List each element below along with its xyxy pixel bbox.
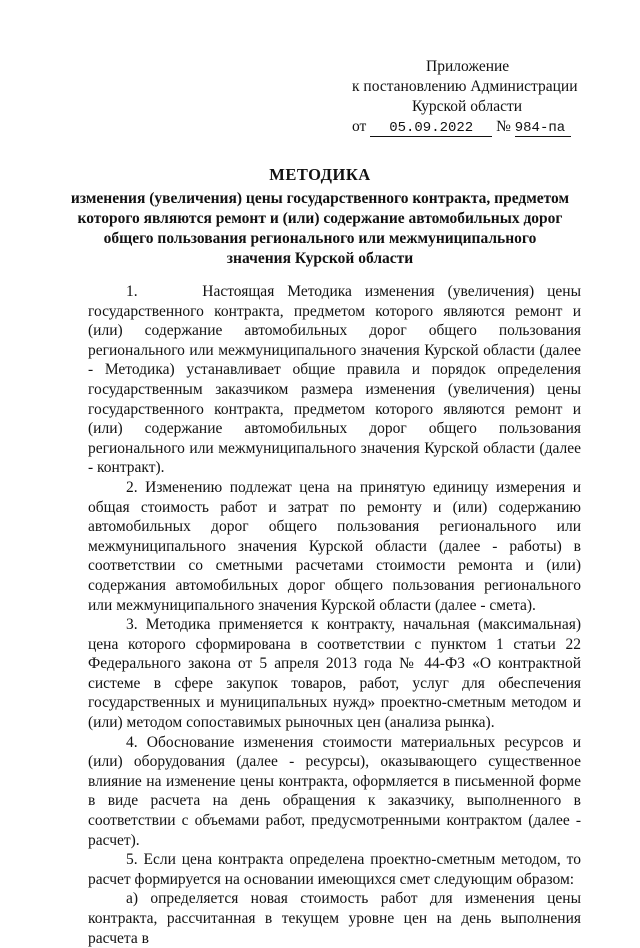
paragraph-5a: а) определяется новая стоимость работ для изменения цены контракта, рассчитанная в текущем уровне цен на день выполнения расчета в [88, 890, 581, 947]
title-subheading [70, 189, 570, 269]
title-line: изменения (увеличения) цены государственного контракта, предметом [70, 190, 570, 207]
document-body [88, 282, 581, 948]
paragraph-4: 4. Обоснование изменения стоимости материальных ресурсов и (или) оборудования (далее - ресурсы), оказывающего существенное влияние на изменение цены контракта, оформляется в письменной форме в виде расчета на день обращения к заказчику, выполненного в соответствии с объемами работ, предусмотренными контрактом (далее - расчет). [88, 733, 581, 849]
number-prefix: № [496, 118, 511, 135]
paragraph-1: 1. Настоящая Методика изменения (увеличения) цены государственного контракта, предметом которого являются ремонт и (или) содержание автомобильных дорог общего пользования регионального или межмуниципального значения Курской области (далее - Методика) устанавливает общие правила и порядок определения государственным заказчиком размера изменения (увеличения) цены государственного контракта, предметом которого являются ремонт и (или) содержание автомобильных дорог общего пользования регионального или межмуниципального значения Курской области (далее - контракт). [88, 283, 581, 477]
paragraph-2: 2. Изменению подлежат цена на принятую единицу измерения и общая стоимость работ и затрат по ремонту и (или) содержанию автомобильных дорог общего пользования регионального или межмуниципального значения Курской области (далее - работы) в соответствии со сметными расчетами стоимости ремонта и (или) содержания автомобильных дорог общего пользования регионального или межмуниципального значения Курской области (далее - смета). [88, 478, 581, 614]
title-line: значения Курской области [226, 250, 414, 267]
paragraph-5: 5. Если цена контракта определена проектно-сметным методом, то расчет формируется на основании имеющихся смет следующим образом: [88, 851, 581, 888]
region-name: Курской области [412, 98, 523, 115]
paragraph-3: 3. Методика применяется к контракту, начальная (максимальная) цена которого сформирована в соответствии с пунктом 1 статьи 22 Федерального закона от 5 апреля 2013 года № 44-ФЗ «О контрактной системе в сфере закупок товаров, работ, услуг для обеспечения государственных и муниципальных нужд» проектно-сметным методом и (или) методом сопоставимых рыночных цен (анализа рынка). [88, 616, 581, 732]
appendix-header [352, 57, 582, 137]
document-date: 05.09.2022 [370, 120, 492, 137]
date-prefix: от [352, 118, 367, 135]
title-heading: МЕТОДИКА [269, 165, 371, 184]
resolution-reference: к постановлению Администрации [352, 78, 578, 95]
document-number: 984-па [515, 120, 571, 137]
document-title [70, 165, 570, 269]
date-number-line [352, 117, 582, 137]
title-line: общего пользования регионального или межмуниципального [103, 230, 537, 247]
appendix-label: Приложение [426, 58, 510, 75]
title-line: которого являются ремонт и (или) содержание автомобильных дорог [77, 210, 563, 227]
